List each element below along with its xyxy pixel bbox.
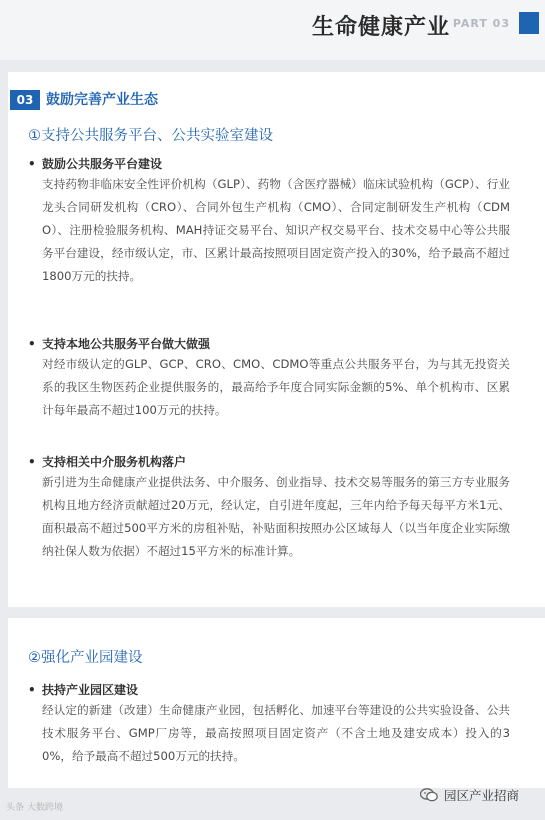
item-title: • 支持相关中介服务机构落户	[28, 453, 186, 470]
item-title: • 扶持产业园区建设	[28, 681, 138, 698]
section-title: 鼓励完善产业生态	[46, 92, 158, 108]
item-paragraph: 对经市级认定的GLP、GCP、CRO、CMO、CDMO等重点公共服务平台，为与其无投资关系的我区生物医药企业提供服务的，最高给予年度合同实际金额的5%、单个机构市、区累计每年最高不超过100万元的扶持。	[42, 357, 510, 417]
item-title: • 支持本地公共服务平台做大做强	[28, 335, 210, 352]
wechat-icon	[420, 788, 438, 802]
wechat-account-tag[interactable]	[420, 786, 519, 804]
item-paragraph: 支持药物非临床安全性评价机构（GLP）、药物（含医疗器械）临床试验机构（GCP）、行业龙头合同研发机构（CRO）、合同外包生产机构（CMO）、合同定制研发生产机构（CDMO）、注册检验服务机构、MAH持证交易平台、知识产权交易平台、技术交易中心等公共服务平台建设，经市级认定，市、区累计最高按照项目固定资产投入的30%，给予最高不超过1800万元的扶持。	[42, 177, 510, 283]
subsection-title-1: ①支持公共服务平台、公共实验室建设	[28, 128, 273, 144]
item-paragraph: 新引进为生命健康产业提供法务、中介服务、创业指导、技术交易等服务的第三方专业服务机构且地方经济贡献超过20万元，经认定，自引进年度起，三年内给予每天每平方米1元、面积最高不超过500平方米的房租补贴，补贴面积按照办公区域每人（以当年度企业实际缴纳社保人数为依据）不超过15平方米的标准计算。	[42, 475, 510, 558]
item-title: • 鼓励公共服务平台建设	[28, 155, 162, 172]
item-paragraph: 经认定的新建（改建）生命健康产业园，包括孵化、加速平台等建设的公共实验设备、公共技术服务平台、GMP厂房等，最高按照项目固定资产（不含土地及建安成本）投入的30%，给予最高不超过500万元的扶持。	[42, 703, 510, 763]
page-header	[0, 0, 545, 60]
header-part-label: PART 03	[452, 17, 510, 30]
section-number-badge: 03	[10, 90, 40, 110]
subsection-title-2: ②强化产业园建设	[28, 650, 143, 666]
wechat-account-name: 园区产业招商	[444, 788, 520, 803]
watermark-text: 头条 大数跨境	[6, 803, 63, 813]
header-accent-square	[519, 12, 539, 34]
header-title: 生命健康产业	[311, 15, 450, 40]
